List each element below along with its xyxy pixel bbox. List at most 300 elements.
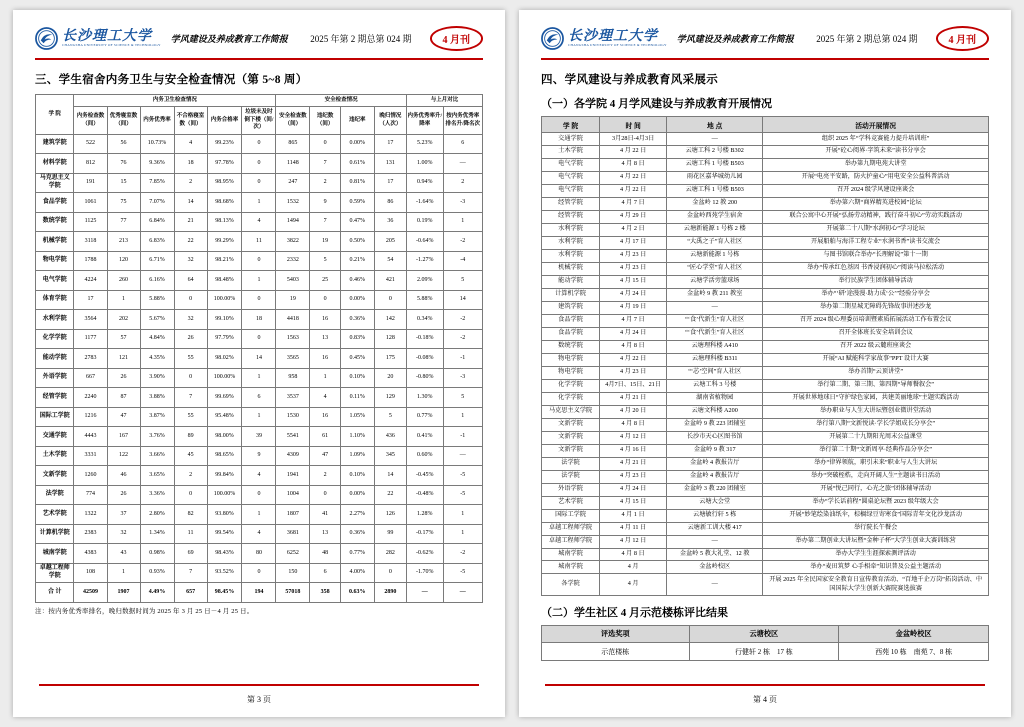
table-cell: -5 bbox=[443, 466, 482, 486]
hygiene-table-head bbox=[36, 95, 483, 135]
table-row bbox=[542, 288, 989, 301]
masthead bbox=[541, 26, 989, 51]
table-cell: 0.77% bbox=[406, 407, 443, 427]
table-cell: 6252 bbox=[276, 544, 310, 564]
table-footnote: 注：按内务优秀率排名，晚归数据时间为 2025 年 3 月 25 日－4 月 25 日。 bbox=[35, 607, 254, 615]
table-cell: 4 月 8 日 bbox=[600, 158, 667, 171]
table-cell: 1807 bbox=[276, 505, 310, 525]
table-cell: 举行民族学生团体辅导活动 bbox=[763, 275, 989, 288]
table-cell: 材料学院 bbox=[36, 154, 74, 174]
col-header: 地 点 bbox=[667, 117, 763, 133]
table-cell: 开展世界地球日“守护绿色家园，共建美丽地球”主题实践活动 bbox=[763, 392, 989, 405]
table-cell: 1 bbox=[310, 368, 340, 388]
table-row bbox=[542, 301, 989, 314]
col-header: 违纪率 bbox=[340, 107, 374, 134]
table-row bbox=[542, 145, 989, 158]
table-cell: 1061 bbox=[74, 193, 107, 213]
table-cell: 9 bbox=[242, 446, 276, 466]
col-header: 优秀寝室数（间） bbox=[107, 107, 140, 134]
table-cell: 5 bbox=[374, 407, 406, 427]
table-cell: 865 bbox=[276, 134, 310, 154]
table-cell: 0.61% bbox=[340, 154, 374, 174]
table-cell: 0 bbox=[174, 290, 207, 310]
table-cell: 3.65% bbox=[140, 466, 174, 486]
table-row bbox=[36, 310, 483, 330]
col-header: 内务合格率 bbox=[207, 107, 242, 134]
table-row bbox=[542, 405, 989, 418]
table-cell: 345 bbox=[374, 446, 406, 466]
table-cell: 2 bbox=[174, 466, 207, 486]
table-cell: 37 bbox=[107, 505, 140, 525]
table-cell: 47 bbox=[107, 407, 140, 427]
col-header: 活动开展情况 bbox=[763, 117, 989, 133]
col-header: 时 间 bbox=[600, 117, 667, 133]
page-number: 第 4 页 bbox=[753, 695, 777, 704]
table-cell: 0 bbox=[310, 485, 340, 505]
table-row bbox=[542, 457, 989, 470]
table-cell: 93.52% bbox=[207, 563, 242, 583]
table-cell: 98.68% bbox=[207, 193, 242, 213]
table-cell: -0.45% bbox=[406, 466, 443, 486]
table-cell: 99.29% bbox=[207, 232, 242, 252]
table-cell: 0 bbox=[174, 368, 207, 388]
table-cell: 举办“‘研’途漫漫·助力成‘公’”经验分享会 bbox=[763, 288, 989, 301]
table-cell: 11 bbox=[242, 232, 276, 252]
table-cell: 0.59% bbox=[340, 193, 374, 213]
table-cell: 121 bbox=[107, 349, 140, 369]
table-cell: 205 bbox=[374, 232, 406, 252]
table-cell: 4 月 2 日 bbox=[600, 223, 667, 236]
table-cell: 3.87% bbox=[140, 407, 174, 427]
table-cell: 2383 bbox=[74, 524, 107, 544]
table-cell: 金盆岭 9 教 317 bbox=[667, 444, 763, 457]
table-cell: 3月28日-4月3日 bbox=[600, 133, 667, 146]
table-cell: 金盆岭 3 教 220 团辅室 bbox=[667, 483, 763, 496]
table-cell: 4224 bbox=[74, 271, 107, 291]
table-cell: 47 bbox=[310, 446, 340, 466]
table-cell: 98.02% bbox=[207, 349, 242, 369]
table-cell: 657 bbox=[174, 583, 207, 603]
table-cell: 6.83% bbox=[140, 232, 174, 252]
table-cell: 开展船舶与海洋工程专业“水润书香”读书交流会 bbox=[763, 236, 989, 249]
table-row bbox=[542, 535, 989, 548]
table-cell: 4 月 bbox=[600, 561, 667, 574]
masthead-rule bbox=[541, 58, 989, 60]
table-cell: 4383 bbox=[74, 544, 107, 564]
table-cell: 示范楼栋 bbox=[542, 643, 690, 661]
table-cell: 13 bbox=[310, 524, 340, 544]
table-cell: 城南学院 bbox=[36, 544, 74, 564]
table-cell: 计算机学院 bbox=[542, 288, 600, 301]
table-cell: 10.73% bbox=[140, 134, 174, 154]
table-row bbox=[36, 427, 483, 447]
table-cell: 3.66% bbox=[140, 446, 174, 466]
table-cell: 98.45% bbox=[207, 583, 242, 603]
table-cell: 142 bbox=[374, 310, 406, 330]
table-cell: 举行院长午餐会 bbox=[763, 522, 989, 535]
table-cell: 4 月 23 日 bbox=[600, 262, 667, 275]
table-cell: 云塘工科 1 号楼 B503 bbox=[667, 184, 763, 197]
table-cell: 4 月 24 日 bbox=[600, 288, 667, 301]
table-cell: 19 bbox=[276, 290, 310, 310]
table-cell: 4 月 22 日 bbox=[600, 353, 667, 366]
table-cell: 3.36% bbox=[140, 485, 174, 505]
table-cell: 22 bbox=[174, 232, 207, 252]
table-row bbox=[36, 290, 483, 310]
table-cell: 金盆岭 4 教报告厅 bbox=[667, 457, 763, 470]
issue-info: 2025 年第 2 期总第 024 期 bbox=[310, 34, 412, 44]
table-cell: 4 月 22 日 bbox=[600, 171, 667, 184]
table-cell: 4 月 20 日 bbox=[600, 405, 667, 418]
section-title-4: 四、学风建设与养成教育风采展示 bbox=[541, 74, 718, 86]
table-cell: 75 bbox=[107, 193, 140, 213]
table-cell: 0.10% bbox=[340, 466, 374, 486]
table-cell: 32 bbox=[174, 310, 207, 330]
table-cell: 法学院 bbox=[542, 470, 600, 483]
col-header: 学 院 bbox=[542, 117, 600, 133]
table-cell: 与图书馆联合举办“长理解说”第十一期 bbox=[763, 249, 989, 262]
table-cell: -0.62% bbox=[406, 544, 443, 564]
table-cell: 食品学院 bbox=[36, 193, 74, 213]
table-cell: -0.64% bbox=[406, 232, 443, 252]
table-cell: 421 bbox=[374, 271, 406, 291]
table-cell: 213 bbox=[107, 232, 140, 252]
table-cell: 3.88% bbox=[140, 388, 174, 408]
table-cell: -1 bbox=[443, 427, 482, 447]
table-cell: — bbox=[443, 154, 482, 174]
table-row bbox=[542, 327, 989, 340]
col-header: 内务优秀率升/降率 bbox=[406, 107, 443, 134]
table-cell: 25 bbox=[310, 271, 340, 291]
table-cell: 98.21% bbox=[207, 251, 242, 271]
table-cell: 化学学院 bbox=[36, 329, 74, 349]
table-cell: 4 月 7 日 bbox=[600, 314, 667, 327]
table-cell: -1 bbox=[443, 349, 482, 369]
table-cell: 69 bbox=[174, 544, 207, 564]
table-cell: 93.80% bbox=[207, 505, 242, 525]
col-header: 垃圾未及时倒下楼（间/次） bbox=[242, 107, 276, 134]
page-4 bbox=[519, 10, 1011, 717]
table-cell: 举办“突破桎梏，走向开阔人生”主题读书日活动 bbox=[763, 470, 989, 483]
col-header: 云塘校区 bbox=[689, 626, 839, 643]
table-cell: 数统学院 bbox=[542, 340, 600, 353]
table-cell: 云塘新能源 1 号栋 2 楼 bbox=[667, 223, 763, 236]
table-cell: 4 月 12 日 bbox=[600, 431, 667, 444]
month-badge: 4 月刊 bbox=[936, 26, 990, 51]
table-row bbox=[542, 522, 989, 535]
table-cell: 2 bbox=[443, 173, 482, 193]
table-cell: 3118 bbox=[74, 232, 107, 252]
university-name: 长沙理工大学 bbox=[568, 28, 658, 44]
table-cell: 4 月 11 日 bbox=[600, 522, 667, 535]
table-cell: 3822 bbox=[276, 232, 310, 252]
table-cell: 56 bbox=[107, 134, 140, 154]
university-name-en: CHANGSHA UNIVERSITY OF SCIENCE & TECHNOLOGY bbox=[62, 42, 161, 47]
table-cell: 卓越工程师学院 bbox=[542, 522, 600, 535]
table-cell: 文新学院 bbox=[542, 431, 600, 444]
table-cell: 1148 bbox=[276, 154, 310, 174]
table-cell: -2 bbox=[443, 329, 482, 349]
table-cell: 云塘工科 1 号楼 B503 bbox=[667, 158, 763, 171]
table-cell: 57018 bbox=[276, 583, 310, 603]
table-cell: 87 bbox=[107, 388, 140, 408]
table-cell: 32 bbox=[174, 251, 207, 271]
bulletin-title: 学风建设及养成教育工作简报 bbox=[170, 34, 288, 44]
table-cell: 19 bbox=[310, 232, 340, 252]
table-cell: 行健轩 2 栋 17 栋 bbox=[689, 643, 839, 661]
table-cell: 17 bbox=[74, 290, 107, 310]
table-cell: -5 bbox=[443, 485, 482, 505]
table-cell: 4.00% bbox=[340, 563, 374, 583]
table-cell: 0.36% bbox=[340, 310, 374, 330]
table-cell: 191 bbox=[74, 173, 107, 193]
table-cell: 举办“传承红色基因 书香浸润初心”阅读马拉松活动 bbox=[763, 262, 989, 275]
table-cell: 1.00% bbox=[406, 154, 443, 174]
table-row bbox=[542, 561, 989, 574]
table-cell: 云塘敏行轩 5 栋 bbox=[667, 509, 763, 522]
table-cell: 98.95% bbox=[207, 173, 242, 193]
table-cell: 0.00% bbox=[340, 485, 374, 505]
table-cell: 0.47% bbox=[340, 212, 374, 232]
table-cell: 774 bbox=[74, 485, 107, 505]
table-cell: 1 bbox=[443, 407, 482, 427]
table-cell: 物电学院 bbox=[36, 251, 74, 271]
table-cell: 2.80% bbox=[140, 505, 174, 525]
table-cell: 举行第二期、第三期、第四期“导师餐叙会” bbox=[763, 379, 989, 392]
table-row bbox=[36, 407, 483, 427]
table-cell: 2 bbox=[174, 173, 207, 193]
table-cell: 0.10% bbox=[340, 368, 374, 388]
table-cell: 99.69% bbox=[207, 388, 242, 408]
table-row bbox=[542, 496, 989, 509]
table-cell: 812 bbox=[74, 154, 107, 174]
table-cell: 958 bbox=[276, 368, 310, 388]
table-cell: 建筑学院 bbox=[542, 301, 600, 314]
table-cell: 98.13% bbox=[207, 212, 242, 232]
table-cell: 召开全体班长安全培训会议 bbox=[763, 327, 989, 340]
table-cell: -0.17% bbox=[406, 524, 443, 544]
table-cell: 举行第八期“文新悦读·学长学姐成长分享会” bbox=[763, 418, 989, 431]
table-cell: 机械学院 bbox=[36, 232, 74, 252]
table-cell: — bbox=[667, 574, 763, 596]
table-cell: 97.78% bbox=[207, 154, 242, 174]
table-cell: 436 bbox=[374, 427, 406, 447]
table-row bbox=[542, 548, 989, 561]
table-cell: 5541 bbox=[276, 427, 310, 447]
table-cell: 0.83% bbox=[340, 329, 374, 349]
footer-rule bbox=[545, 684, 985, 686]
table-cell: 召开 2024 级学风建设座谈会 bbox=[763, 184, 989, 197]
table-cell: 开展第二十九期阳光周末公益课堂 bbox=[763, 431, 989, 444]
table-cell: 0.81% bbox=[340, 173, 374, 193]
table-cell: 4 月 8 日 bbox=[600, 340, 667, 353]
table-cell: 282 bbox=[374, 544, 406, 564]
table-cell: 3331 bbox=[74, 446, 107, 466]
table-cell: 物电学院 bbox=[542, 353, 600, 366]
table-row bbox=[542, 249, 989, 262]
table-cell: 64 bbox=[174, 271, 207, 291]
table-cell: 2.09% bbox=[406, 271, 443, 291]
table-cell: 18 bbox=[242, 310, 276, 330]
table-row bbox=[36, 212, 483, 232]
col-header: 违纪数（间） bbox=[310, 107, 340, 134]
table-cell: 1532 bbox=[276, 193, 310, 213]
table-cell: 98.65% bbox=[207, 446, 242, 466]
table-cell: 1 bbox=[107, 563, 140, 583]
table-cell: 开展 2025 年全民国家安全教育日宣传教育活动、“百地千企万岗”拓岗活动、中国国际大学生创新大赛院赛选拔赛 bbox=[763, 574, 989, 596]
table-cell: 4309 bbox=[276, 446, 310, 466]
table-cell: 260 bbox=[107, 271, 140, 291]
table-cell: 1177 bbox=[74, 329, 107, 349]
table-cell: 1 bbox=[443, 212, 482, 232]
table-cell: 举办“学长话前程”圆桌论坛暨 2023 级年级大会 bbox=[763, 496, 989, 509]
table-cell: 6.84% bbox=[140, 212, 174, 232]
table-cell: 13 bbox=[310, 329, 340, 349]
table-row bbox=[542, 236, 989, 249]
table-cell: 0.94% bbox=[406, 173, 443, 193]
table-cell: 0.41% bbox=[406, 427, 443, 447]
university-logo-icon bbox=[541, 27, 564, 50]
table-row bbox=[36, 349, 483, 369]
table-row bbox=[36, 466, 483, 486]
table-cell: 100.00% bbox=[207, 485, 242, 505]
table-cell: 城南学院 bbox=[542, 561, 600, 574]
table-cell: 法学院 bbox=[36, 485, 74, 505]
table-cell: 5 bbox=[443, 388, 482, 408]
table-cell: 法学院 bbox=[542, 457, 600, 470]
group-header-compare: 与上月对比 bbox=[406, 95, 482, 107]
table-cell: 99.10% bbox=[207, 310, 242, 330]
table-cell: 4 月 24 日 bbox=[600, 483, 667, 496]
table-cell: 4 bbox=[242, 466, 276, 486]
table-cell: 122 bbox=[107, 446, 140, 466]
table-cell: 26 bbox=[107, 368, 140, 388]
table-cell: 能动学院 bbox=[36, 349, 74, 369]
table-row bbox=[542, 431, 989, 444]
table-row bbox=[542, 223, 989, 236]
table-cell: 举办第二期创业大讲坛暨“金种子杯”大学生创业大赛训练营 bbox=[763, 535, 989, 548]
table-cell: 0 bbox=[242, 563, 276, 583]
table-row bbox=[542, 158, 989, 171]
page-footer bbox=[39, 684, 479, 705]
table-cell: 167 bbox=[107, 427, 140, 447]
table-cell: 6 bbox=[242, 388, 276, 408]
table-cell: 99 bbox=[374, 524, 406, 544]
table-cell: 云塘文科楼 A200 bbox=[667, 405, 763, 418]
table-cell: 108 bbox=[74, 563, 107, 583]
table-cell: -3 bbox=[443, 193, 482, 213]
table-cell: 各学院 bbox=[542, 574, 600, 596]
table-cell: 82 bbox=[174, 505, 207, 525]
table-cell: 14 bbox=[374, 466, 406, 486]
table-cell: 55 bbox=[174, 349, 207, 369]
table-cell: 4443 bbox=[74, 427, 107, 447]
table-cell: 89 bbox=[174, 427, 207, 447]
table-cell: 86 bbox=[374, 193, 406, 213]
table-cell: 2.27% bbox=[340, 505, 374, 525]
table-cell: 4 月 23 日 bbox=[600, 366, 667, 379]
footer-rule bbox=[39, 684, 479, 686]
hygiene-safety-table bbox=[35, 94, 483, 603]
group-header-hygiene: 内务卫生检查情况 bbox=[74, 95, 276, 107]
table-cell: 16 bbox=[310, 310, 340, 330]
table-cell: 4 月 23 日 bbox=[600, 470, 667, 483]
table-cell: 0.19% bbox=[406, 212, 443, 232]
table-row bbox=[36, 388, 483, 408]
table-cell: 7.85% bbox=[140, 173, 174, 193]
table-row bbox=[542, 470, 989, 483]
table-cell: 0.77% bbox=[340, 544, 374, 564]
table-cell: 开展“电亮平安路，防火护童心”用电安全公益科普活动 bbox=[763, 171, 989, 184]
table-cell: 物电学院 bbox=[542, 366, 600, 379]
bulletin-title: 学风建设及养成教育工作简报 bbox=[676, 34, 794, 44]
table-cell: 艺术学院 bbox=[542, 496, 600, 509]
table-cell: 云塘工科 3 号楼 bbox=[667, 379, 763, 392]
table-cell: 2240 bbox=[74, 388, 107, 408]
table-cell: 4 月 24 日 bbox=[600, 327, 667, 340]
table-cell: 1.28% bbox=[406, 505, 443, 525]
table-cell: 电气学院 bbox=[542, 184, 600, 197]
table-cell: 2332 bbox=[276, 251, 310, 271]
table-cell: 国际工学院 bbox=[542, 509, 600, 522]
table-cell: -1.70% bbox=[406, 563, 443, 583]
table-row bbox=[542, 262, 989, 275]
table-cell: 4 月 23 日 bbox=[600, 249, 667, 262]
table-cell: 97.79% bbox=[207, 329, 242, 349]
table-row bbox=[36, 232, 483, 252]
table-cell: 水利学院 bbox=[542, 249, 600, 262]
table-cell: 16 bbox=[310, 349, 340, 369]
table-cell: 4 月 8 日 bbox=[600, 548, 667, 561]
table-cell: 1125 bbox=[74, 212, 107, 232]
table-cell: 0 bbox=[242, 251, 276, 271]
table-cell: 4 月 16 日 bbox=[600, 444, 667, 457]
table-cell: 4 bbox=[242, 524, 276, 544]
table-cell: 召开 2022 级云麓班座谈会 bbox=[763, 340, 989, 353]
table-cell: -2 bbox=[443, 310, 482, 330]
table-cell: 1530 bbox=[276, 407, 310, 427]
table-cell: “匠心学堂”育人社区 bbox=[667, 262, 763, 275]
table-cell: 17 bbox=[374, 173, 406, 193]
model-table-body bbox=[542, 643, 989, 661]
table-row bbox=[542, 509, 989, 522]
table-cell: 4418 bbox=[276, 310, 310, 330]
table-cell: 14 bbox=[443, 290, 482, 310]
col-header: 内务优秀率 bbox=[140, 107, 174, 134]
table-cell: 长沙市天心区图书馆 bbox=[667, 431, 763, 444]
table-cell: 131 bbox=[374, 154, 406, 174]
table-cell: 5 bbox=[443, 271, 482, 291]
table-cell: 3564 bbox=[74, 310, 107, 330]
table-cell: 2783 bbox=[74, 349, 107, 369]
table-cell: 4 月 21 日 bbox=[600, 457, 667, 470]
table-cell: 开展“砼心阅界·字筑未来”读书分享会 bbox=[763, 145, 989, 158]
page-3 bbox=[13, 10, 505, 717]
table-cell: 开展“AI 赋能科学家故事”PPT 设计大赛 bbox=[763, 353, 989, 366]
table-cell: — bbox=[667, 301, 763, 314]
table-row bbox=[36, 368, 483, 388]
table-cell: 化学学院 bbox=[542, 379, 600, 392]
table-cell: — bbox=[443, 583, 482, 603]
model-table-head bbox=[542, 626, 989, 643]
table-cell: 126 bbox=[374, 505, 406, 525]
table-cell: -1.64% bbox=[406, 193, 443, 213]
table-row bbox=[36, 524, 483, 544]
table-cell: 54 bbox=[374, 251, 406, 271]
table-cell: 金盆岭 4 教报告厅 bbox=[667, 470, 763, 483]
table-cell: 马克思主义学院 bbox=[542, 405, 600, 418]
table-cell: 5 bbox=[310, 251, 340, 271]
